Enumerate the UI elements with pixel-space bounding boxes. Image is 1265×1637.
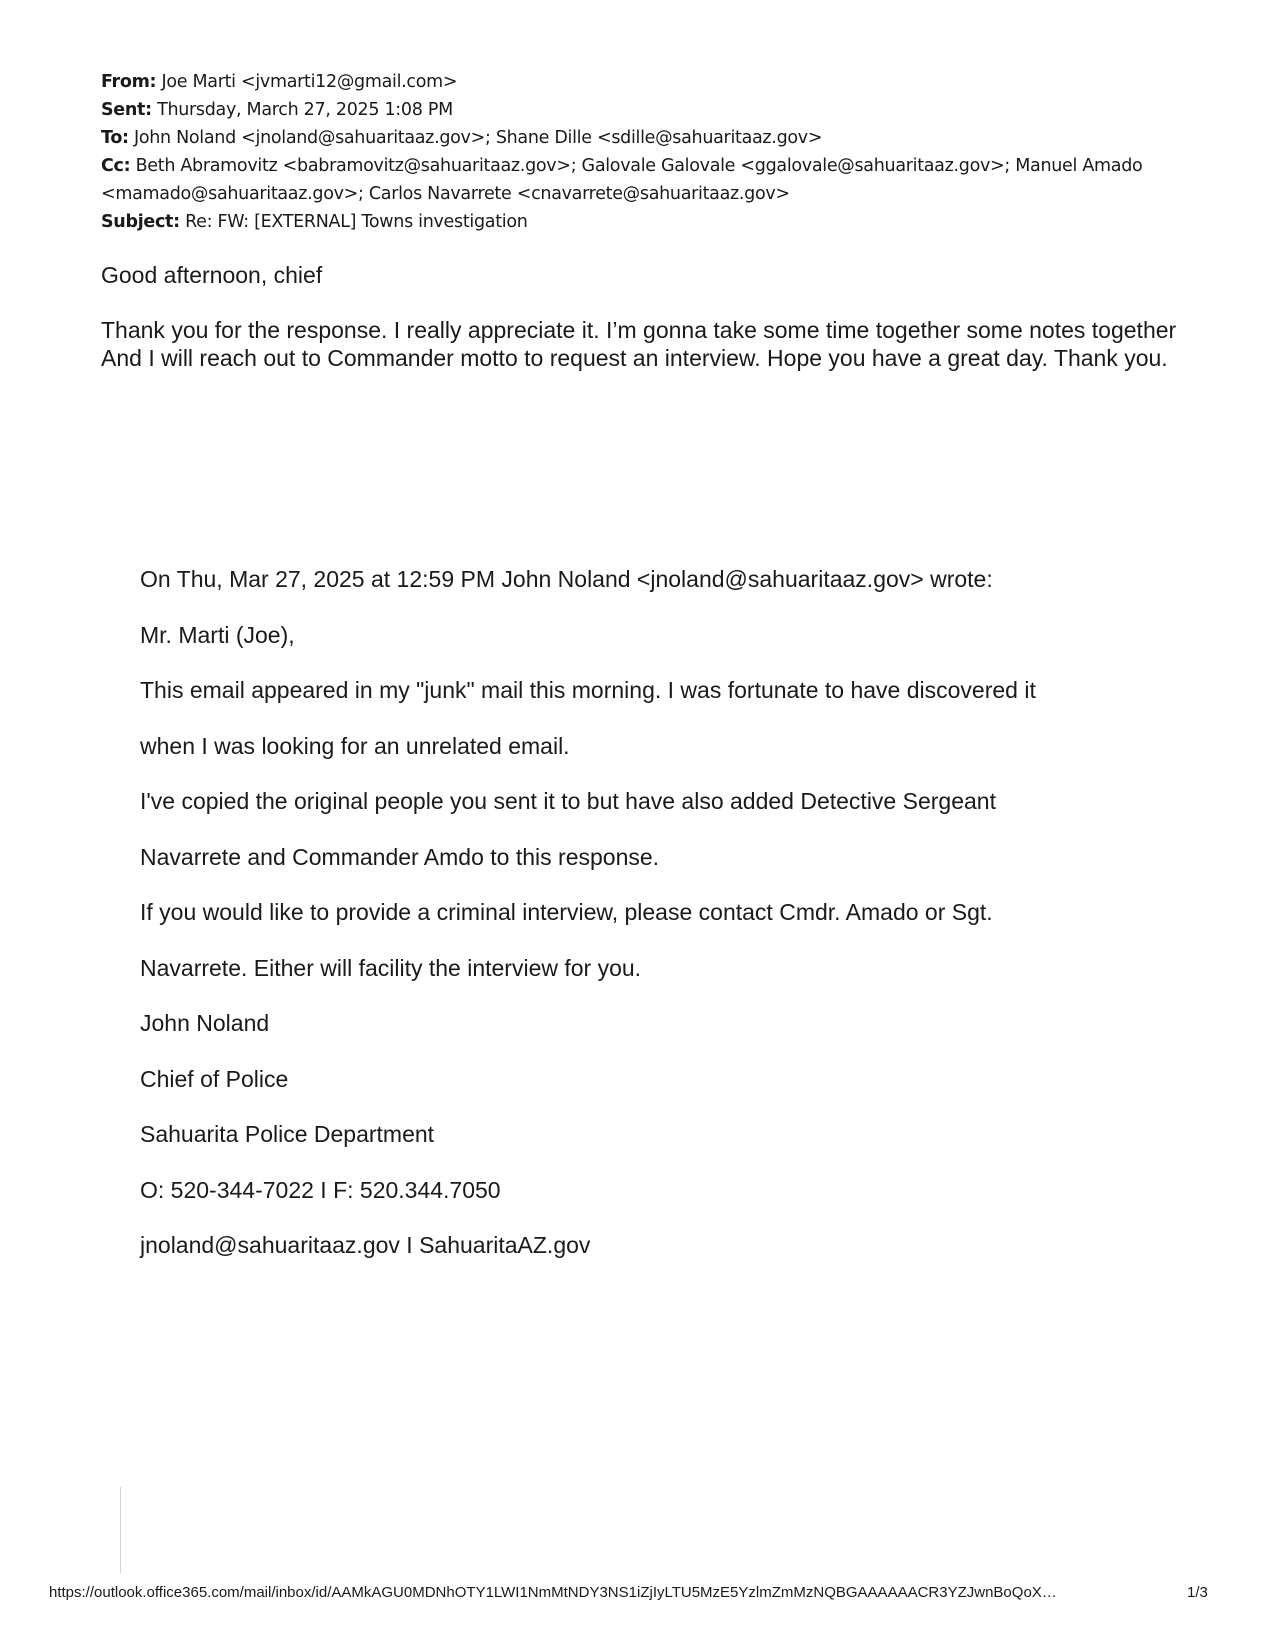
subject-label: Subject: (101, 212, 180, 232)
reply-message: Thank you for the response. I really appreciate it. I’m gonna take some time together some notes together And I will reach out to Commander motto to request an interview. Hope you have a great day. Thank you. (101, 317, 1177, 371)
signature-phone: O: 520-344-7022 I F: 520.344.7050 (140, 1176, 501, 1203)
reply-greeting: Good afternoon, chief (101, 262, 323, 288)
to-value: John Noland <jnoland@sahuaritaaz.gov>; Shane Dille <sdille@sahuaritaaz.gov> (134, 128, 823, 148)
quoted-email (140, 566, 1180, 1288)
subject-row (101, 208, 1181, 236)
signature-name: John Noland (140, 1010, 270, 1036)
quoted-attribution: On Thu, Mar 27, 2025 at 12:59 PM John Noland <jnoland@sahuaritaaz.gov> wrote: (140, 566, 993, 592)
sent-value: Thursday, March 27, 2025 1:08 PM (157, 100, 453, 120)
signature-contact: jnoland@sahuaritaaz.gov I SahuaritaAZ.gov (140, 1232, 591, 1258)
sent-label: Sent: (101, 100, 152, 120)
subject-value: Re: FW: [EXTERNAL] Towns investigation (185, 212, 528, 232)
divider (120, 1487, 121, 1573)
quoted-line: Navarrete. Either will facility the interview for you. (140, 954, 642, 981)
to-row (101, 124, 1181, 152)
quoted-line: If you would like to provide a criminal interview, please contact Cmdr. Amado or Sgt. (140, 899, 993, 925)
quoted-line: This email appeared in my "junk" mail this morning. I was fortunate to have discovered it (140, 677, 1036, 703)
quoted-line: Mr. Marti (Joe), (140, 621, 295, 648)
quoted-line: I've copied the original people you sent it to but have also added Detective Sergeant (140, 788, 996, 814)
to-label: To: (101, 128, 129, 148)
cc-value: Beth Abramovitz <babramovitz@sahuaritaaz.gov>; Galovale Galovale <ggalovale@sahuaritaaz.gov>; Manuel Amado <mamado@sahuaritaaz.gov>; Carlos Navarrete <cnavarrete@sahuaritaaz.gov> (101, 156, 1143, 204)
quoted-line: when I was looking for an unrelated email. (140, 732, 570, 759)
signature-title: Chief of Police (140, 1065, 289, 1092)
from-row (101, 68, 1181, 96)
email-header (101, 68, 1181, 236)
from-label: From: (101, 72, 157, 92)
from-value: Joe Marti <jvmarti12@gmail.com> (161, 72, 458, 92)
page-number: 1/3 (1187, 1584, 1208, 1601)
footer-url: https://outlook.office365.com/mail/inbox/id/AAMkAGU0MDNhOTY1LWI1NmMtNDY3NS1iZjIyLTU5MzE5YzlmZmMzNQBGAAAAAACR3YZJwnBoQoX… (49, 1584, 1057, 1601)
cc-label: Cc: (101, 156, 131, 176)
sent-row (101, 96, 1181, 124)
signature-department: Sahuarita Police Department (140, 1121, 435, 1147)
quoted-line: Navarrete and Commander Amdo to this response. (140, 843, 660, 870)
cc-row (101, 152, 1181, 208)
